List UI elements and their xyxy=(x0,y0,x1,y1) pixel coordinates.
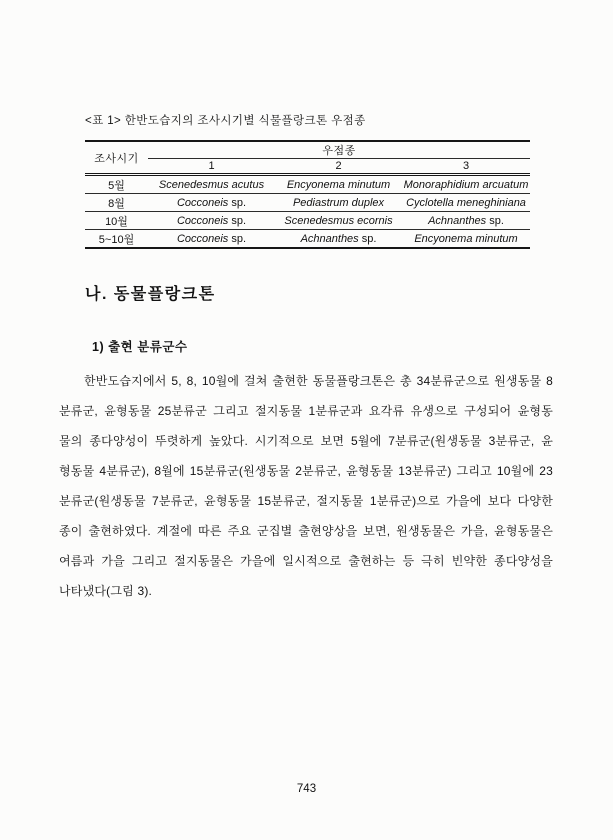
table-caption: <표 1> 한반도습지의 조사시기별 식물플랑크톤 우점종 xyxy=(85,115,366,127)
table-row xyxy=(85,230,530,249)
subsection-heading: 1) 출현 분류군수 xyxy=(92,340,188,354)
species-name: Scenedesmus acutus xyxy=(158,178,265,191)
species-name: Scenedesmus ecornis xyxy=(284,214,393,227)
species-cell xyxy=(148,175,275,194)
species-cell xyxy=(275,230,402,249)
species-name: Monoraphidium arcuatum xyxy=(403,178,529,191)
species-name: Encyonema minutum xyxy=(286,178,391,191)
paragraph-line: 한반도습지에서 5, 8, 10월에 걸쳐 출현한 동물플랑크톤은 총 34분류군으로 원생동물 8 xyxy=(84,374,553,388)
paragraph-line: 나타냈다(그림 3). xyxy=(59,584,153,598)
species-name: Achnanthes xyxy=(300,232,359,245)
dominant-species-table xyxy=(85,140,530,249)
species-suffix: sp. xyxy=(228,232,247,245)
table-row xyxy=(85,194,530,212)
table-header-dominant-group: 우점종 xyxy=(148,141,530,159)
section-heading: 나. 동물플랑크톤 xyxy=(85,286,216,303)
species-name: Cocconeis xyxy=(176,196,229,209)
species-suffix: sp. xyxy=(486,214,504,227)
period-cell: 5~10월 xyxy=(98,233,135,246)
table-header-period: 조사시기 xyxy=(85,141,148,175)
table-row xyxy=(85,175,530,194)
species-cell xyxy=(148,194,275,212)
table-subheader-3: 3 xyxy=(402,159,530,175)
table-row xyxy=(85,212,530,230)
page-number: 743 xyxy=(296,783,317,795)
paragraph-line: 분류군, 윤형동물 25분류군 그리고 절지동물 1분류군과 요각류 유생으로 구성되어 윤형동 xyxy=(59,404,553,418)
species-name: Encyonema minutum xyxy=(414,232,518,245)
paragraph-line: 물의 종다양성이 뚜렷하게 높았다. 시기적으로 보면 5월에 7분류군(원생동물 3분류군, 윤 xyxy=(59,434,553,448)
species-cell xyxy=(402,194,530,212)
table-subheader-1: 1 xyxy=(148,159,275,175)
species-name: Achnanthes xyxy=(428,214,487,227)
species-cell xyxy=(402,175,530,194)
body-paragraph xyxy=(59,366,553,606)
paragraph-line: 형동물 4분류군), 8월에 15분류군(원생동물 2분류군, 윤형동물 13분류군) 그리고 10월에 23 xyxy=(59,464,553,478)
species-cell xyxy=(402,230,530,249)
species-cell xyxy=(275,212,402,230)
table-subheader-2: 2 xyxy=(275,159,402,175)
species-cell xyxy=(402,212,530,230)
paragraph-line: 종이 출현하였다. 계절에 따른 주요 군집별 출현양상을 보면, 원생동물은 가을, 윤형동물은 xyxy=(59,524,553,538)
period-cell: 10월 xyxy=(85,212,148,230)
species-name: Cyclotella meneghiniana xyxy=(406,196,526,209)
species-suffix: sp. xyxy=(228,196,247,209)
species-cell xyxy=(275,194,402,212)
species-name: Pediastrum duplex xyxy=(292,196,385,209)
species-cell xyxy=(148,230,275,249)
species-suffix: sp. xyxy=(358,232,377,245)
period-cell: 8월 xyxy=(85,194,148,212)
paragraph-line: 여름과 가을 그리고 절지동물은 가을에 일시적으로 출현하는 등 극히 빈약한 종다양성을 xyxy=(59,554,553,568)
paragraph-line: 분류군(원생동물 7분류군, 윤형동물 15분류군, 절지동물 1분류군)으로 가을에 보다 다양한 xyxy=(59,494,553,508)
species-name: Cocconeis xyxy=(176,214,229,227)
species-cell xyxy=(148,212,275,230)
species-suffix: sp. xyxy=(228,214,247,227)
species-name: Cocconeis xyxy=(176,232,229,245)
period-cell: 5월 xyxy=(85,175,148,194)
species-cell xyxy=(275,175,402,194)
